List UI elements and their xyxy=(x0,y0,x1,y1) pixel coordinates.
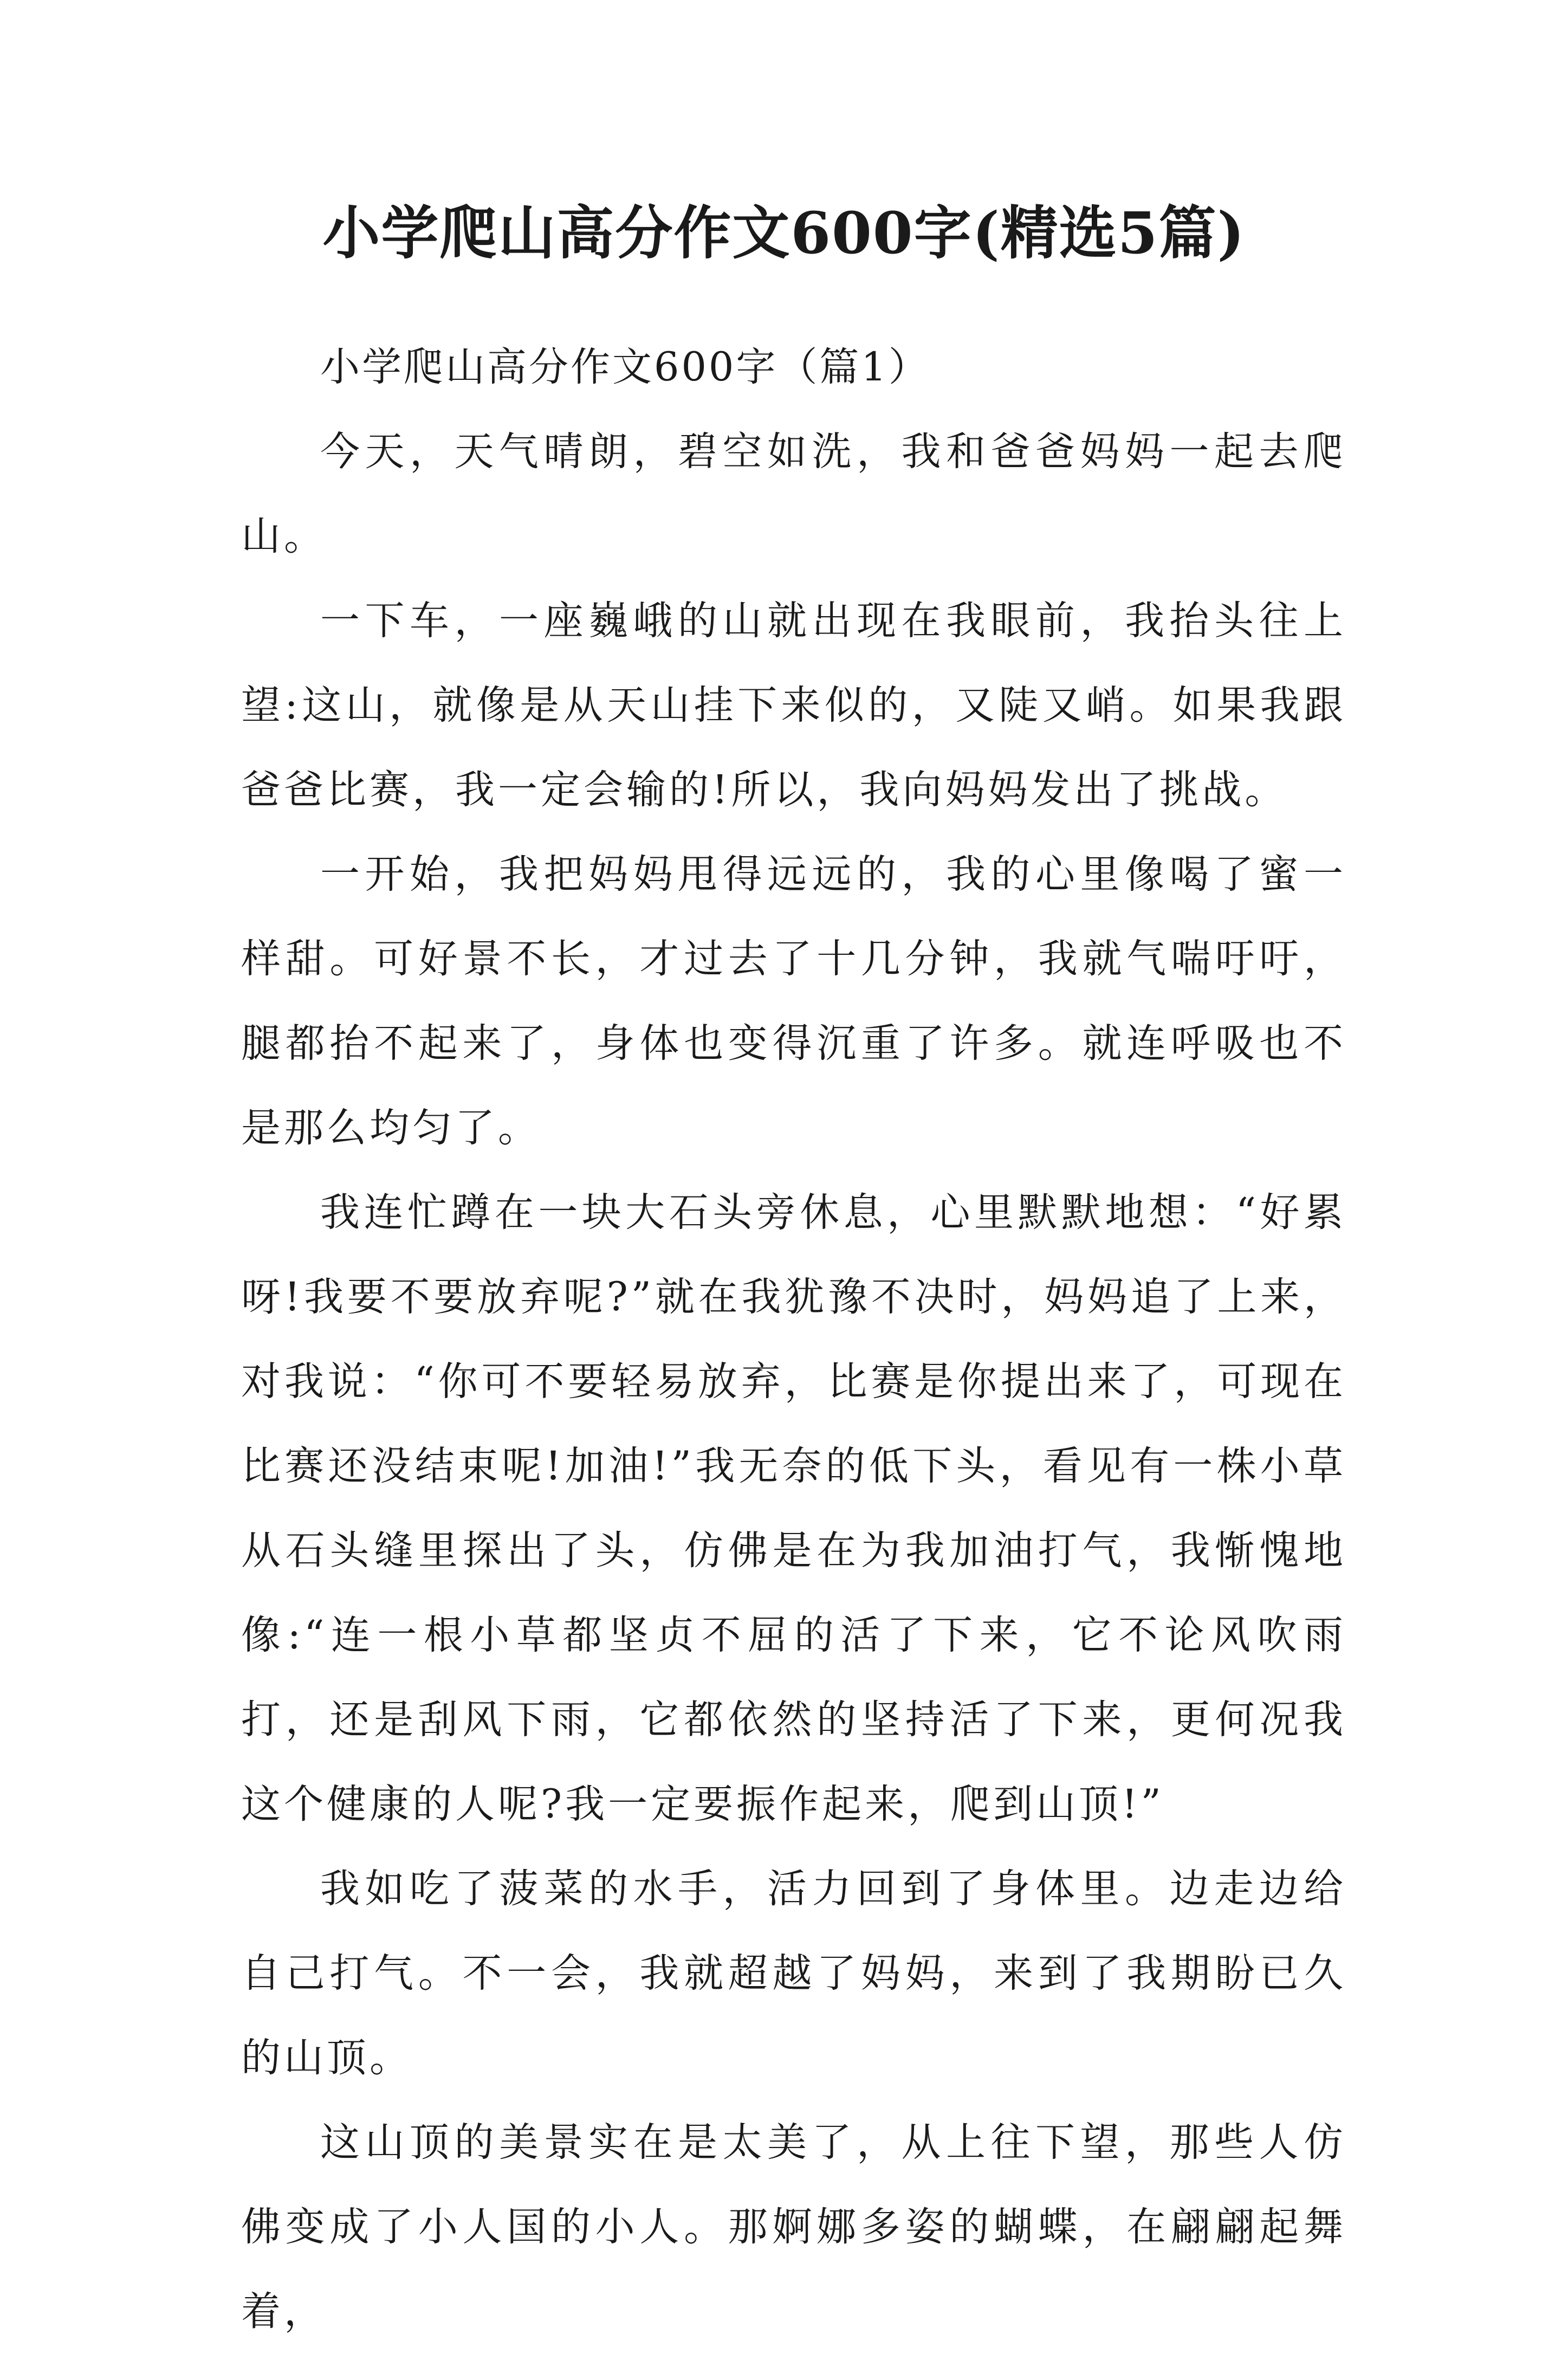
document-body xyxy=(241,325,1346,2354)
paragraph: 我如吃了菠菜的水手，活力回到了身体里。边走边给自己打气。不一会，我就超越了妈妈，来到了我期盼已久的山顶。 xyxy=(241,1866,1346,2081)
section-heading: 小学爬山高分作文600字（篇1） xyxy=(320,344,930,390)
paragraph: 今天，天气晴朗，碧空如洗，我和爸爸妈妈一起去爬山。 xyxy=(241,429,1346,559)
document-title: 小学爬山高分作文600字(精选5篇) xyxy=(322,199,1246,267)
paragraph: 这山顶的美景实在是太美了，从上往下望，那些人仿佛变成了小人国的小人。那婀娜多姿的蝴蝶，在翩翩起舞着， xyxy=(241,2119,1346,2334)
paragraph: 一下车，一座巍峨的山就出现在我眼前，我抬头往上望:这山，就像是从天山挂下来似的，又陡又峭。如果我跟爸爸比赛，我一定会输的!所以，我向妈妈发出了挑战。 xyxy=(241,598,1346,813)
paragraph: 一开始，我把妈妈甩得远远的，我的心里像喝了蜜一样甜。可好景不长，才过去了十几分钟，我就气喘吁吁，腿都抬不起来了，身体也变得沉重了许多。就连呼吸也不是那么均匀了。 xyxy=(241,851,1346,1151)
paragraph: 我连忙蹲在一块大石头旁休息，心里默默地想：“好累呀!我要不要放弃呢?”就在我犹豫不决时，妈妈追了上来，对我说：“你可不要轻易放弃，比赛是你提出来了，可现在比赛还没结束呢!加油!”我无奈的低下头，看见有一株小草从石头缝里探出了头，仿佛是在为我加油打气，我惭愧地像:“连一根小草都坚贞不屈的活了下来，它不论风吹雨打，还是刮风下雨，它都依然的坚持活了下来，更何况我这个健康的人呢?我一定要振作起来，爬到山顶!” xyxy=(241,1189,1346,1827)
